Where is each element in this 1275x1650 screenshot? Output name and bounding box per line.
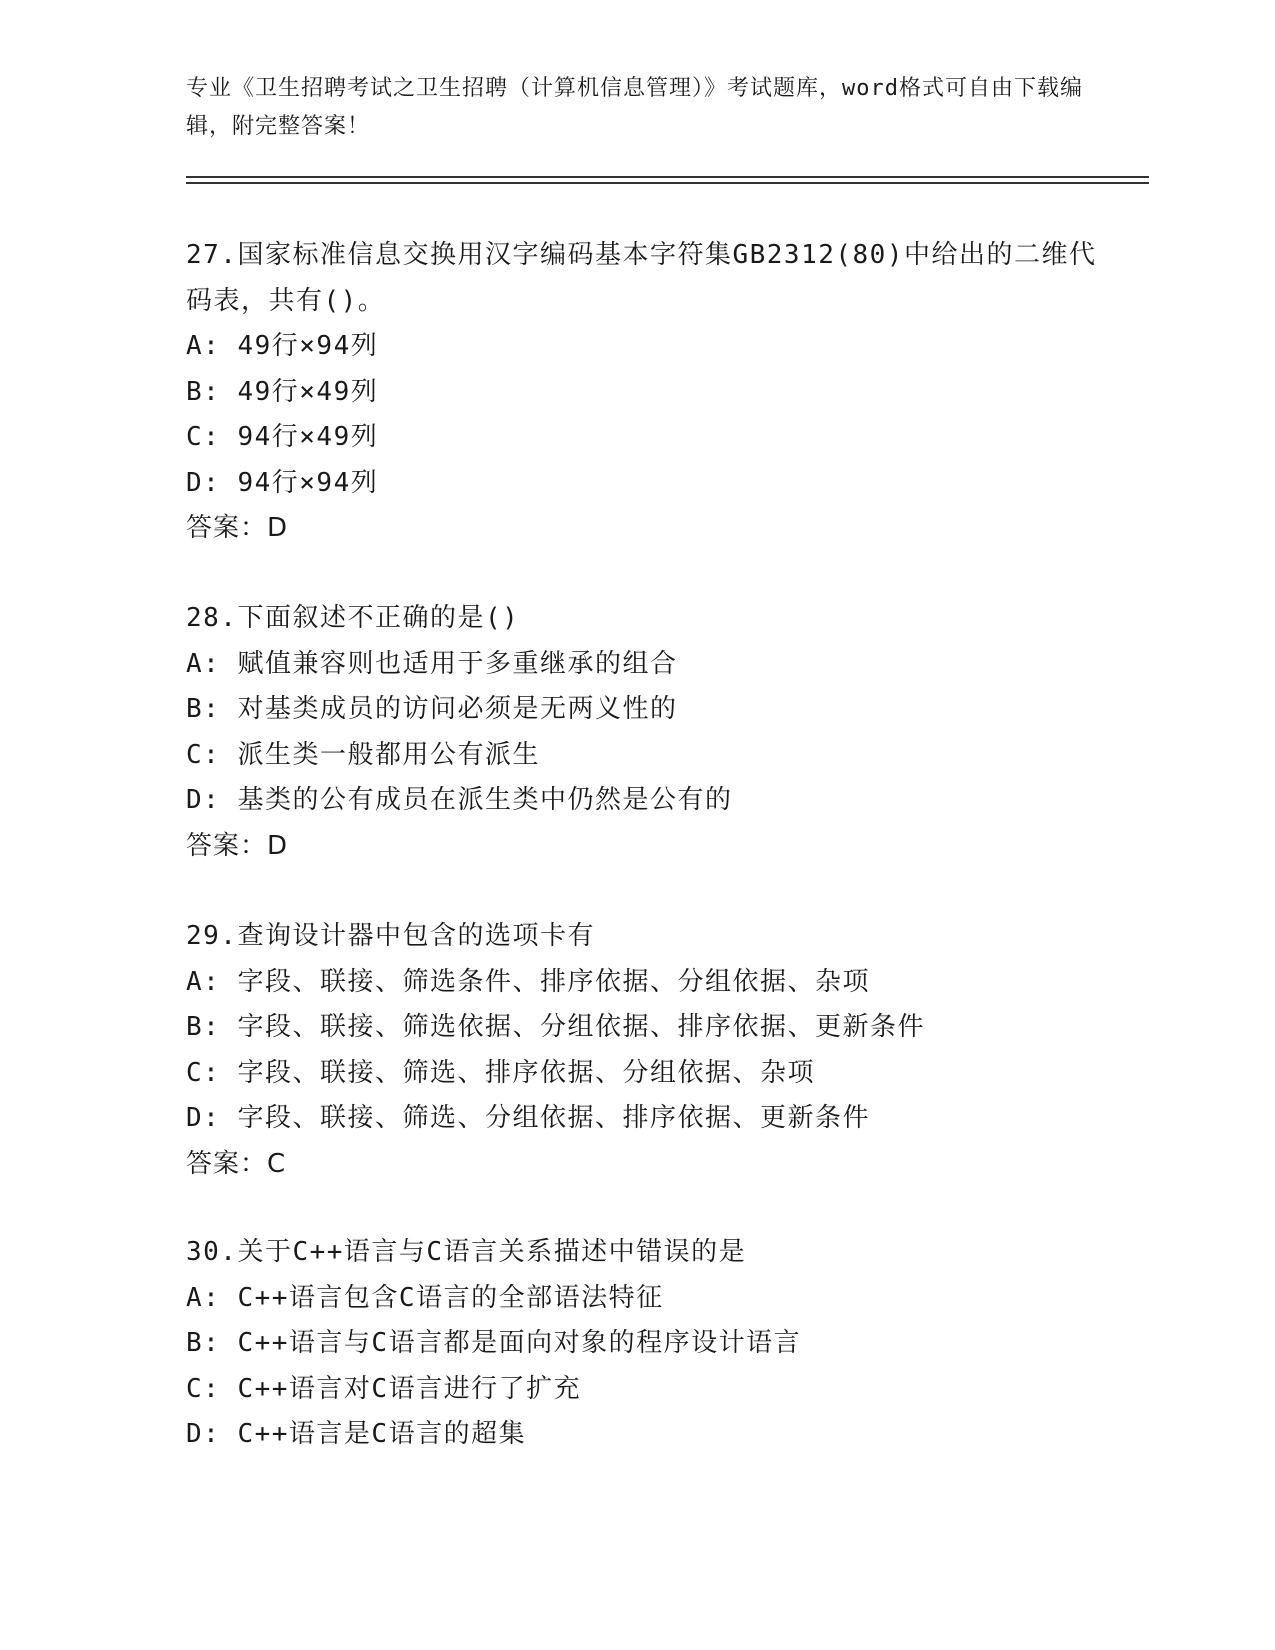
answer-line: 答案：D: [186, 513, 289, 543]
option-a: A: 赋值兼容则也适用于多重继承的组合: [186, 648, 678, 679]
question-stem: 28.下面叙述不正确的是(): [186, 603, 520, 633]
option-a: A: 字段、联接、筛选条件、排序依据、分组依据、杂项: [186, 966, 870, 997]
question-27: [186, 233, 1106, 552]
option-d: D: 基类的公有成员在派生类中仍然是公有的: [186, 785, 733, 815]
option-a: A: C++语言包含C语言的全部语法特征: [186, 1282, 664, 1313]
option-b: B: 对基类成员的访问必须是无两义性的: [186, 694, 678, 724]
answer-line: 答案：C: [186, 1148, 287, 1179]
option-d: D: 字段、联接、筛选、分组依据、排序依据、更新条件: [186, 1103, 870, 1133]
option-b: B: 49行×49列: [186, 376, 379, 407]
option-d: D: C++语言是C语言的超集: [186, 1419, 527, 1449]
option-d: D: 94行×94列: [186, 467, 379, 498]
option-c: C: 94行×49列: [186, 422, 379, 452]
question-28: [186, 596, 1106, 869]
header-divider-top: [186, 176, 1149, 178]
option-b: B: 字段、联接、筛选依据、分组依据、排序依据、更新条件: [186, 1012, 925, 1042]
option-c: C: C++语言对C语言进行了扩充: [186, 1373, 582, 1404]
option-a: A: 49行×94列: [186, 331, 379, 361]
document-header: 专业《卫生招聘考试之卫生招聘（计算机信息管理）》考试题库，word格式可自由下载编辑，附完整答案！: [186, 76, 1083, 139]
question-stem: 29.查询设计器中包含的选项卡有: [186, 921, 595, 951]
question-stem: 27.国家标准信息交换用汉字编码基本字符集GB2312(80)中给出的二维代码表，共有()。: [186, 240, 1097, 316]
option-c: C: 字段、联接、筛选、排序依据、分组依据、杂项: [186, 1057, 815, 1088]
option-c: C: 派生类一般都用公有派生: [186, 739, 540, 770]
question-29: [186, 914, 1106, 1187]
question-30: [186, 1230, 1106, 1458]
header-divider-bottom: [186, 182, 1149, 184]
option-b: B: C++语言与C语言都是面向对象的程序设计语言: [186, 1328, 802, 1358]
answer-line: 答案：D: [186, 830, 289, 861]
question-stem: 30.关于C++语言与C语言关系描述中错误的是: [186, 1237, 747, 1267]
